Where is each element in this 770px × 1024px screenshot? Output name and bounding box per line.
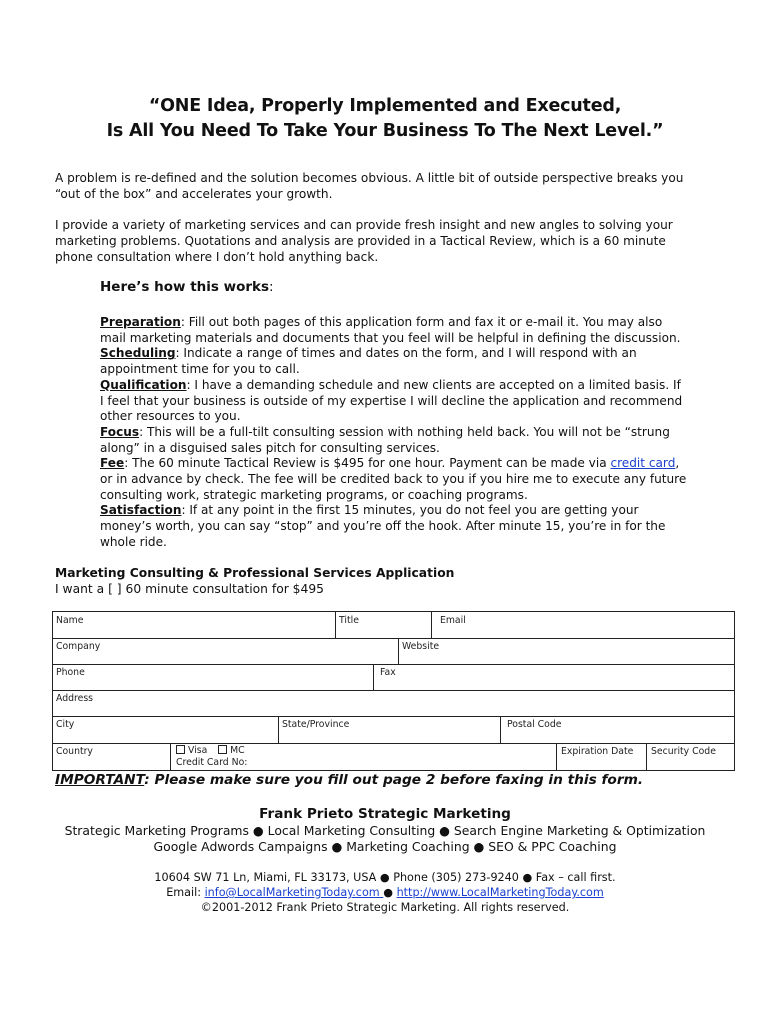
step-term: Fee	[100, 456, 125, 471]
postal-code-field[interactable]	[500, 716, 734, 743]
field-label: Company	[56, 641, 101, 652]
step-text: money’s worth, you can say “stop” and you’re off the hook. After minute 15, you’re in for the	[100, 519, 666, 534]
expiration-date-field[interactable]	[556, 743, 646, 770]
services-line-1: Strategic Marketing Programs ● Local Marketing Consulting ● Search Engine Marketing & Optimization	[64, 823, 706, 838]
footer-services	[0, 823, 770, 855]
step-text: ,	[675, 456, 680, 471]
important-notice	[55, 772, 643, 788]
steps-list	[100, 315, 730, 551]
phone-field[interactable]	[53, 664, 373, 690]
step-text: or in advance by check. The fee will be credited back to you if you hire me to execute any future	[100, 472, 687, 487]
step-term: Satisfaction	[100, 503, 182, 518]
form-row-country	[53, 743, 734, 770]
step-text: along” in a disguised sales pitch for consulting services.	[100, 440, 440, 455]
step-text: appointment time for you to call.	[100, 362, 300, 377]
title-line-2: Is All You Need To Take Your Business To The Next Level.”	[106, 121, 664, 141]
step-text: : Fill out both pages of this application form and fax it or e-mail it. You may also	[180, 315, 663, 329]
step-term: Scheduling	[100, 346, 176, 361]
step-fee	[100, 456, 730, 472]
intro-p2-line-3: phone consultation where I don’t hold anything back.	[55, 250, 379, 264]
step-text: : If at any point in the first 15 minutes, you do not feel you are getting your	[181, 503, 639, 518]
intro-p1-line-2: “out of the box” and accelerates your growth.	[55, 187, 333, 201]
form-row-company	[53, 638, 734, 665]
field-label: Website	[402, 641, 440, 652]
footer-copyright: ©2001-2012 Frank Prieto Strategic Marketing. All rights reserved.	[200, 901, 570, 914]
form-row-name	[53, 612, 734, 639]
email-label: Email:	[166, 886, 205, 899]
step-term: Focus	[100, 424, 140, 439]
step-text: I feel that your business is outside of my expertise I will decline the application and recommend	[100, 393, 683, 408]
field-label: Country	[56, 746, 93, 757]
application-title: Marketing Consulting & Professional Services Application	[55, 566, 455, 580]
website-field[interactable]	[398, 638, 734, 664]
title-line-1: “ONE Idea, Properly Implemented and Executed,	[148, 96, 622, 116]
visa-label: Visa	[188, 745, 208, 756]
step-text: : This will be a full-tilt consulting session with nothing held back. You will not be “strung	[139, 424, 670, 439]
footer-company-name: Frank Prieto Strategic Marketing	[259, 806, 511, 822]
country-field[interactable]	[53, 743, 170, 770]
intro-p1-line-1: A problem is re-defined and the solution becomes obvious. A little bit of outside perspective breaks you	[55, 171, 684, 185]
mc-checkbox[interactable]	[218, 745, 227, 754]
email-field[interactable]	[431, 612, 734, 638]
step-text: mail marketing materials and documents that you feel will be helpful in defining the discussion.	[100, 330, 681, 345]
credit-card-field[interactable]	[170, 743, 556, 770]
mc-label: MC	[230, 745, 245, 756]
fax-field[interactable]	[373, 664, 734, 690]
intro-paragraph-1	[55, 170, 720, 202]
card-number-label: Credit Card No:	[176, 757, 248, 768]
step-text: other resources to you.	[100, 409, 241, 424]
page-title	[0, 94, 770, 144]
intro-p2-line-2: marketing problems. Quotations and analysis are provided in a Tactical Review, which is a 60 minute	[55, 234, 666, 248]
field-label: City	[56, 719, 75, 730]
form-row-phone	[53, 664, 734, 691]
application-form	[52, 611, 735, 771]
separator: ●	[383, 886, 397, 899]
step-term: Qualification	[100, 377, 187, 392]
name-field[interactable]	[53, 612, 335, 638]
company-field[interactable]	[53, 638, 398, 664]
field-label: Expiration Date	[561, 746, 634, 757]
field-label: Security Code	[651, 746, 716, 757]
field-label: Address	[56, 693, 94, 704]
field-label: Name	[56, 615, 84, 626]
important-keyword: IMPORTANT	[55, 772, 145, 788]
step-text: : The 60 minute Tactical Review is $495 for one hour. Payment can be made via	[124, 456, 611, 471]
website-link[interactable]: http://www.LocalMarketingToday.com	[396, 886, 604, 899]
step-text: consulting work, strategic marketing programs, or coaching programs.	[100, 487, 528, 502]
field-label: Title	[339, 615, 359, 626]
field-label: Postal Code	[507, 719, 562, 730]
footer-contact	[0, 870, 770, 915]
field-label: Email	[440, 615, 466, 626]
how-title: Here’s how this works	[100, 279, 270, 295]
form-row-address	[53, 690, 734, 717]
title-field[interactable]	[335, 612, 431, 638]
step-scheduling	[100, 346, 730, 362]
application-subtitle: I want a [ ] 60 minute consultation for $495	[55, 582, 324, 596]
services-line-2: Google Adwords Campaigns ● Marketing Coaching ● SEO & PPC Coaching	[153, 839, 617, 854]
visa-checkbox[interactable]	[176, 745, 185, 754]
address-field[interactable]	[53, 690, 734, 716]
email-link[interactable]: info@LocalMarketingToday.com	[204, 886, 384, 899]
important-text: : Please make sure you fill out page 2 before faxing in this form.	[144, 772, 644, 788]
step-text: : I have a demanding schedule and new clients are accepted on a limited basis. If	[186, 377, 681, 392]
footer-address: 10604 SW 71 Ln, Miami, FL 33173, USA ● Phone (305) 273-9240 ● Fax – call first.	[154, 871, 616, 884]
field-label: Fax	[380, 667, 396, 678]
step-satisfaction	[100, 503, 730, 519]
security-code-field[interactable]	[646, 743, 734, 770]
step-text: whole ride.	[100, 534, 167, 549]
intro-paragraph-2	[55, 217, 720, 265]
city-field[interactable]	[53, 716, 278, 743]
how-it-works-heading	[100, 279, 274, 295]
how-colon: :	[269, 279, 274, 295]
footer-links	[0, 885, 770, 900]
form-row-city	[53, 716, 734, 744]
intro-p2-line-1: I provide a variety of marketing services and can provide fresh insight and new angles to solving your	[55, 218, 673, 232]
field-label: Phone	[56, 667, 85, 678]
state-field[interactable]	[278, 716, 500, 743]
credit-card-link[interactable]: credit card	[610, 456, 676, 471]
step-preparation	[100, 315, 730, 331]
step-focus	[100, 425, 730, 441]
step-text: : Indicate a range of times and dates on the form, and I will respond with an	[175, 346, 637, 361]
field-label: State/Province	[282, 719, 350, 730]
step-qualification	[100, 378, 730, 394]
step-term: Preparation	[100, 315, 181, 329]
